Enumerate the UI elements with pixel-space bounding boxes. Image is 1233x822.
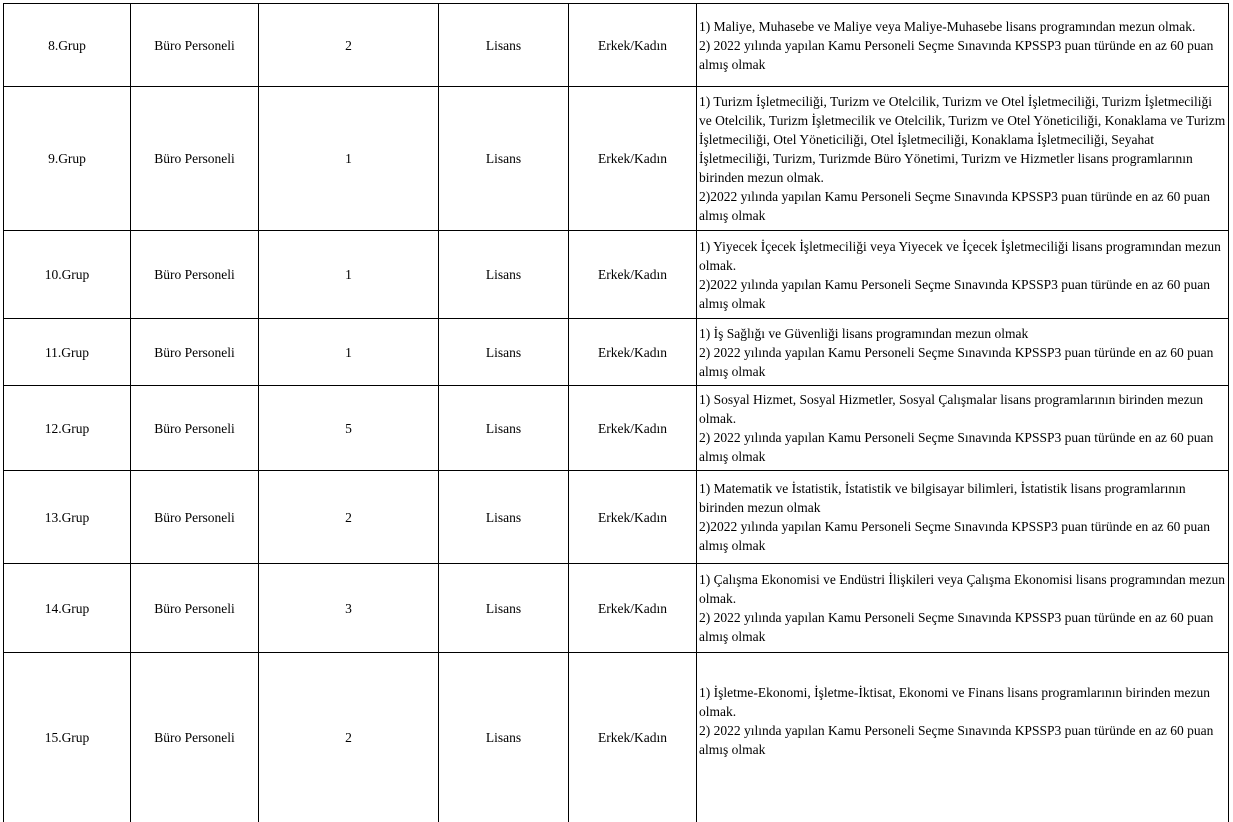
group-cell: 9.Grup — [4, 87, 131, 231]
requirements-cell: 1) Maliye, Muhasebe ve Maliye veya Maliye-Muhasebe lisans programından mezun olmak. 2) 2022 yılında yapılan Kamu Personeli Seçme Sınavında KPSSP3 puan türünde en az 60 puan almış olmak — [697, 4, 1229, 87]
requirements-cell: 1) Turizm İşletmeciliği, Turizm ve Otelcilik, Turizm ve Otel İşletmeciliği, Turizm İşletmeciliği ve Otelcilik, Turizm İşletmecilik ve Otelcilik, Turizm ve Otel Yöneticiliği, Konaklama ve Turizm İşletmeciliği, Otel Yöneticiliği, Otel İşletmeciliği, Konaklama İşletmeciliği, Seyahat İşletmeciliği, Turizm, Turizmde Büro Yönetimi, Turizm ve Hizmetler lisans programlarının birinden mezun olmak. 2)2022 yılında yapılan Kamu Personeli Seçme Sınavında KPSSP3 puan türünde en az 60 puan almış olmak — [697, 87, 1229, 231]
table-row — [4, 319, 1229, 386]
title-cell: Büro Personeli — [131, 231, 259, 319]
requirements-cell: 1) Matematik ve İstatistik, İstatistik ve bilgisayar bilimleri, İstatistik lisans programlarının birinden mezun olmak 2)2022 yılında yapılan Kamu Personeli Seçme Sınavında KPSSP3 puan türünde en az 60 puan almış olmak — [697, 471, 1229, 564]
title-cell: Büro Personeli — [131, 319, 259, 386]
table-row — [4, 87, 1229, 231]
requirements-cell: 1) Çalışma Ekonomisi ve Endüstri İlişkileri veya Çalışma Ekonomisi lisans programından mezun olmak. 2) 2022 yılında yapılan Kamu Personeli Seçme Sınavında KPSSP3 puan türünde en az 60 puan almış olmak — [697, 564, 1229, 653]
group-cell: 11.Grup — [4, 319, 131, 386]
gender-cell: Erkek/Kadın — [569, 4, 697, 87]
group-cell: 12.Grup — [4, 386, 131, 471]
group-cell: 8.Grup — [4, 4, 131, 87]
count-cell: 2 — [259, 471, 439, 564]
group-cell: 10.Grup — [4, 231, 131, 319]
gender-cell: Erkek/Kadın — [569, 319, 697, 386]
count-cell: 2 — [259, 4, 439, 87]
education-cell: Lisans — [439, 564, 569, 653]
gender-cell: Erkek/Kadın — [569, 87, 697, 231]
education-cell: Lisans — [439, 87, 569, 231]
requirements-cell: 1) İş Sağlığı ve Güvenliği lisans programından mezun olmak 2) 2022 yılında yapılan Kamu Personeli Seçme Sınavında KPSSP3 puan türünde en az 60 puan almış olmak — [697, 319, 1229, 386]
positions-table — [3, 3, 1229, 822]
title-cell: Büro Personeli — [131, 4, 259, 87]
requirements-cell: 1) Yiyecek İçecek İşletmeciliği veya Yiyecek ve İçecek İşletmeciliği lisans programından mezun olmak. 2)2022 yılında yapılan Kamu Personeli Seçme Sınavında KPSSP3 puan türünde en az 60 puan almış olmak — [697, 231, 1229, 319]
count-cell: 3 — [259, 564, 439, 653]
title-cell: Büro Personeli — [131, 386, 259, 471]
table-row — [4, 653, 1229, 822]
count-cell: 1 — [259, 231, 439, 319]
gender-cell: Erkek/Kadın — [569, 471, 697, 564]
gender-cell: Erkek/Kadın — [569, 231, 697, 319]
education-cell: Lisans — [439, 231, 569, 319]
table-row — [4, 564, 1229, 653]
gender-cell: Erkek/Kadın — [569, 653, 697, 822]
title-cell: Büro Personeli — [131, 87, 259, 231]
education-cell: Lisans — [439, 319, 569, 386]
requirements-cell: 1) Sosyal Hizmet, Sosyal Hizmetler, Sosyal Çalışmalar lisans programlarının birinden mezun olmak. 2) 2022 yılında yapılan Kamu Personeli Seçme Sınavında KPSSP3 puan türünde en az 60 puan almış olmak — [697, 386, 1229, 471]
table-row — [4, 471, 1229, 564]
education-cell: Lisans — [439, 471, 569, 564]
group-cell: 13.Grup — [4, 471, 131, 564]
count-cell: 1 — [259, 319, 439, 386]
requirements-cell: 1) İşletme-Ekonomi, İşletme-İktisat, Ekonomi ve Finans lisans programlarının birinden mezun olmak. 2) 2022 yılında yapılan Kamu Personeli Seçme Sınavında KPSSP3 puan türünde en az 60 puan almış olmak — [697, 653, 1229, 822]
title-cell: Büro Personeli — [131, 564, 259, 653]
table-row — [4, 386, 1229, 471]
title-cell: Büro Personeli — [131, 653, 259, 822]
count-cell: 2 — [259, 653, 439, 822]
count-cell: 5 — [259, 386, 439, 471]
count-cell: 1 — [259, 87, 439, 231]
title-cell: Büro Personeli — [131, 471, 259, 564]
education-cell: Lisans — [439, 386, 569, 471]
gender-cell: Erkek/Kadın — [569, 564, 697, 653]
education-cell: Lisans — [439, 4, 569, 87]
gender-cell: Erkek/Kadın — [569, 386, 697, 471]
group-cell: 14.Grup — [4, 564, 131, 653]
table-row — [4, 4, 1229, 87]
group-cell: 15.Grup — [4, 653, 131, 822]
education-cell: Lisans — [439, 653, 569, 822]
table-row — [4, 231, 1229, 319]
